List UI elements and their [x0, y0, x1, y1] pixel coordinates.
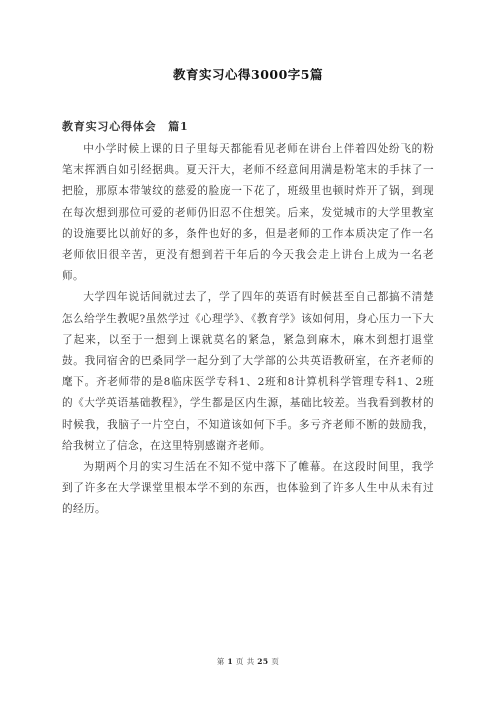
paragraph: 中小学时候上课的日子里每天都能看见老师在讲台上伴着四处纷飞的粉笔末挥洒自如引经据典。夏天汗大，老师不经意间用满是粉笔末的手抹了一把脸，那原本带皱纹的慈爱的脸庞一下花了，班级里也顿时炸开了锅，到现在每次想到那位可爱的老师仍旧忍不住想笑。后来，发觉城市的大学里教室的设施要比以前好的多，条件也好的多，但是老师的工作本质决定了作一名老师依旧很辛苦，更没有想到若干年后的今天我会走上讲台上成为一名老师。 [62, 143, 434, 283]
footer-middle: 页 共 [235, 657, 255, 666]
footer-prefix: 第 [216, 657, 225, 666]
current-page-number: 1 [227, 657, 234, 666]
paragraph: 为期两个月的实习生活在不知不觉中落下了帷幕。在这段时间里，我学到了许多在大学课堂里根本学不到的东西，也体验到了许多人生中从未有过的经历。 [62, 461, 434, 516]
article-body [62, 139, 434, 521]
page-footer [0, 656, 496, 667]
footer-suffix: 页 [271, 657, 280, 666]
total-pages: 25 [257, 657, 269, 666]
section-heading: 教育实习心得体会 篇1 [62, 120, 189, 133]
document-title: 教育实习心得3000字5篇 [173, 67, 323, 82]
paragraph: 大学四年说话间就过去了，学了四年的英语有时候甚至自己都搞不清楚怎么给学生教呢?虽然学过《心理学》、《教育学》该如何用，身心压力一下大了起来，以至于一想到上课就莫名的紧急，紧急到麻木，麻木到想打退堂鼓。我同宿舍的巴桑同学一起分到了大学部的公共英语教研室，在齐老师的麾下。齐老师带的是8临床医学专科1、2班和8计算机科学管理专科1、2班的《大学英语基础教程》，学生都是区内生源，基础比较差。当我看到教材的时候我，我脑子一片空白，不知道该如何下手。多亏齐老师不断的鼓励我，给我树立了信念，在这里特别感谢齐老师。 [62, 291, 434, 452]
